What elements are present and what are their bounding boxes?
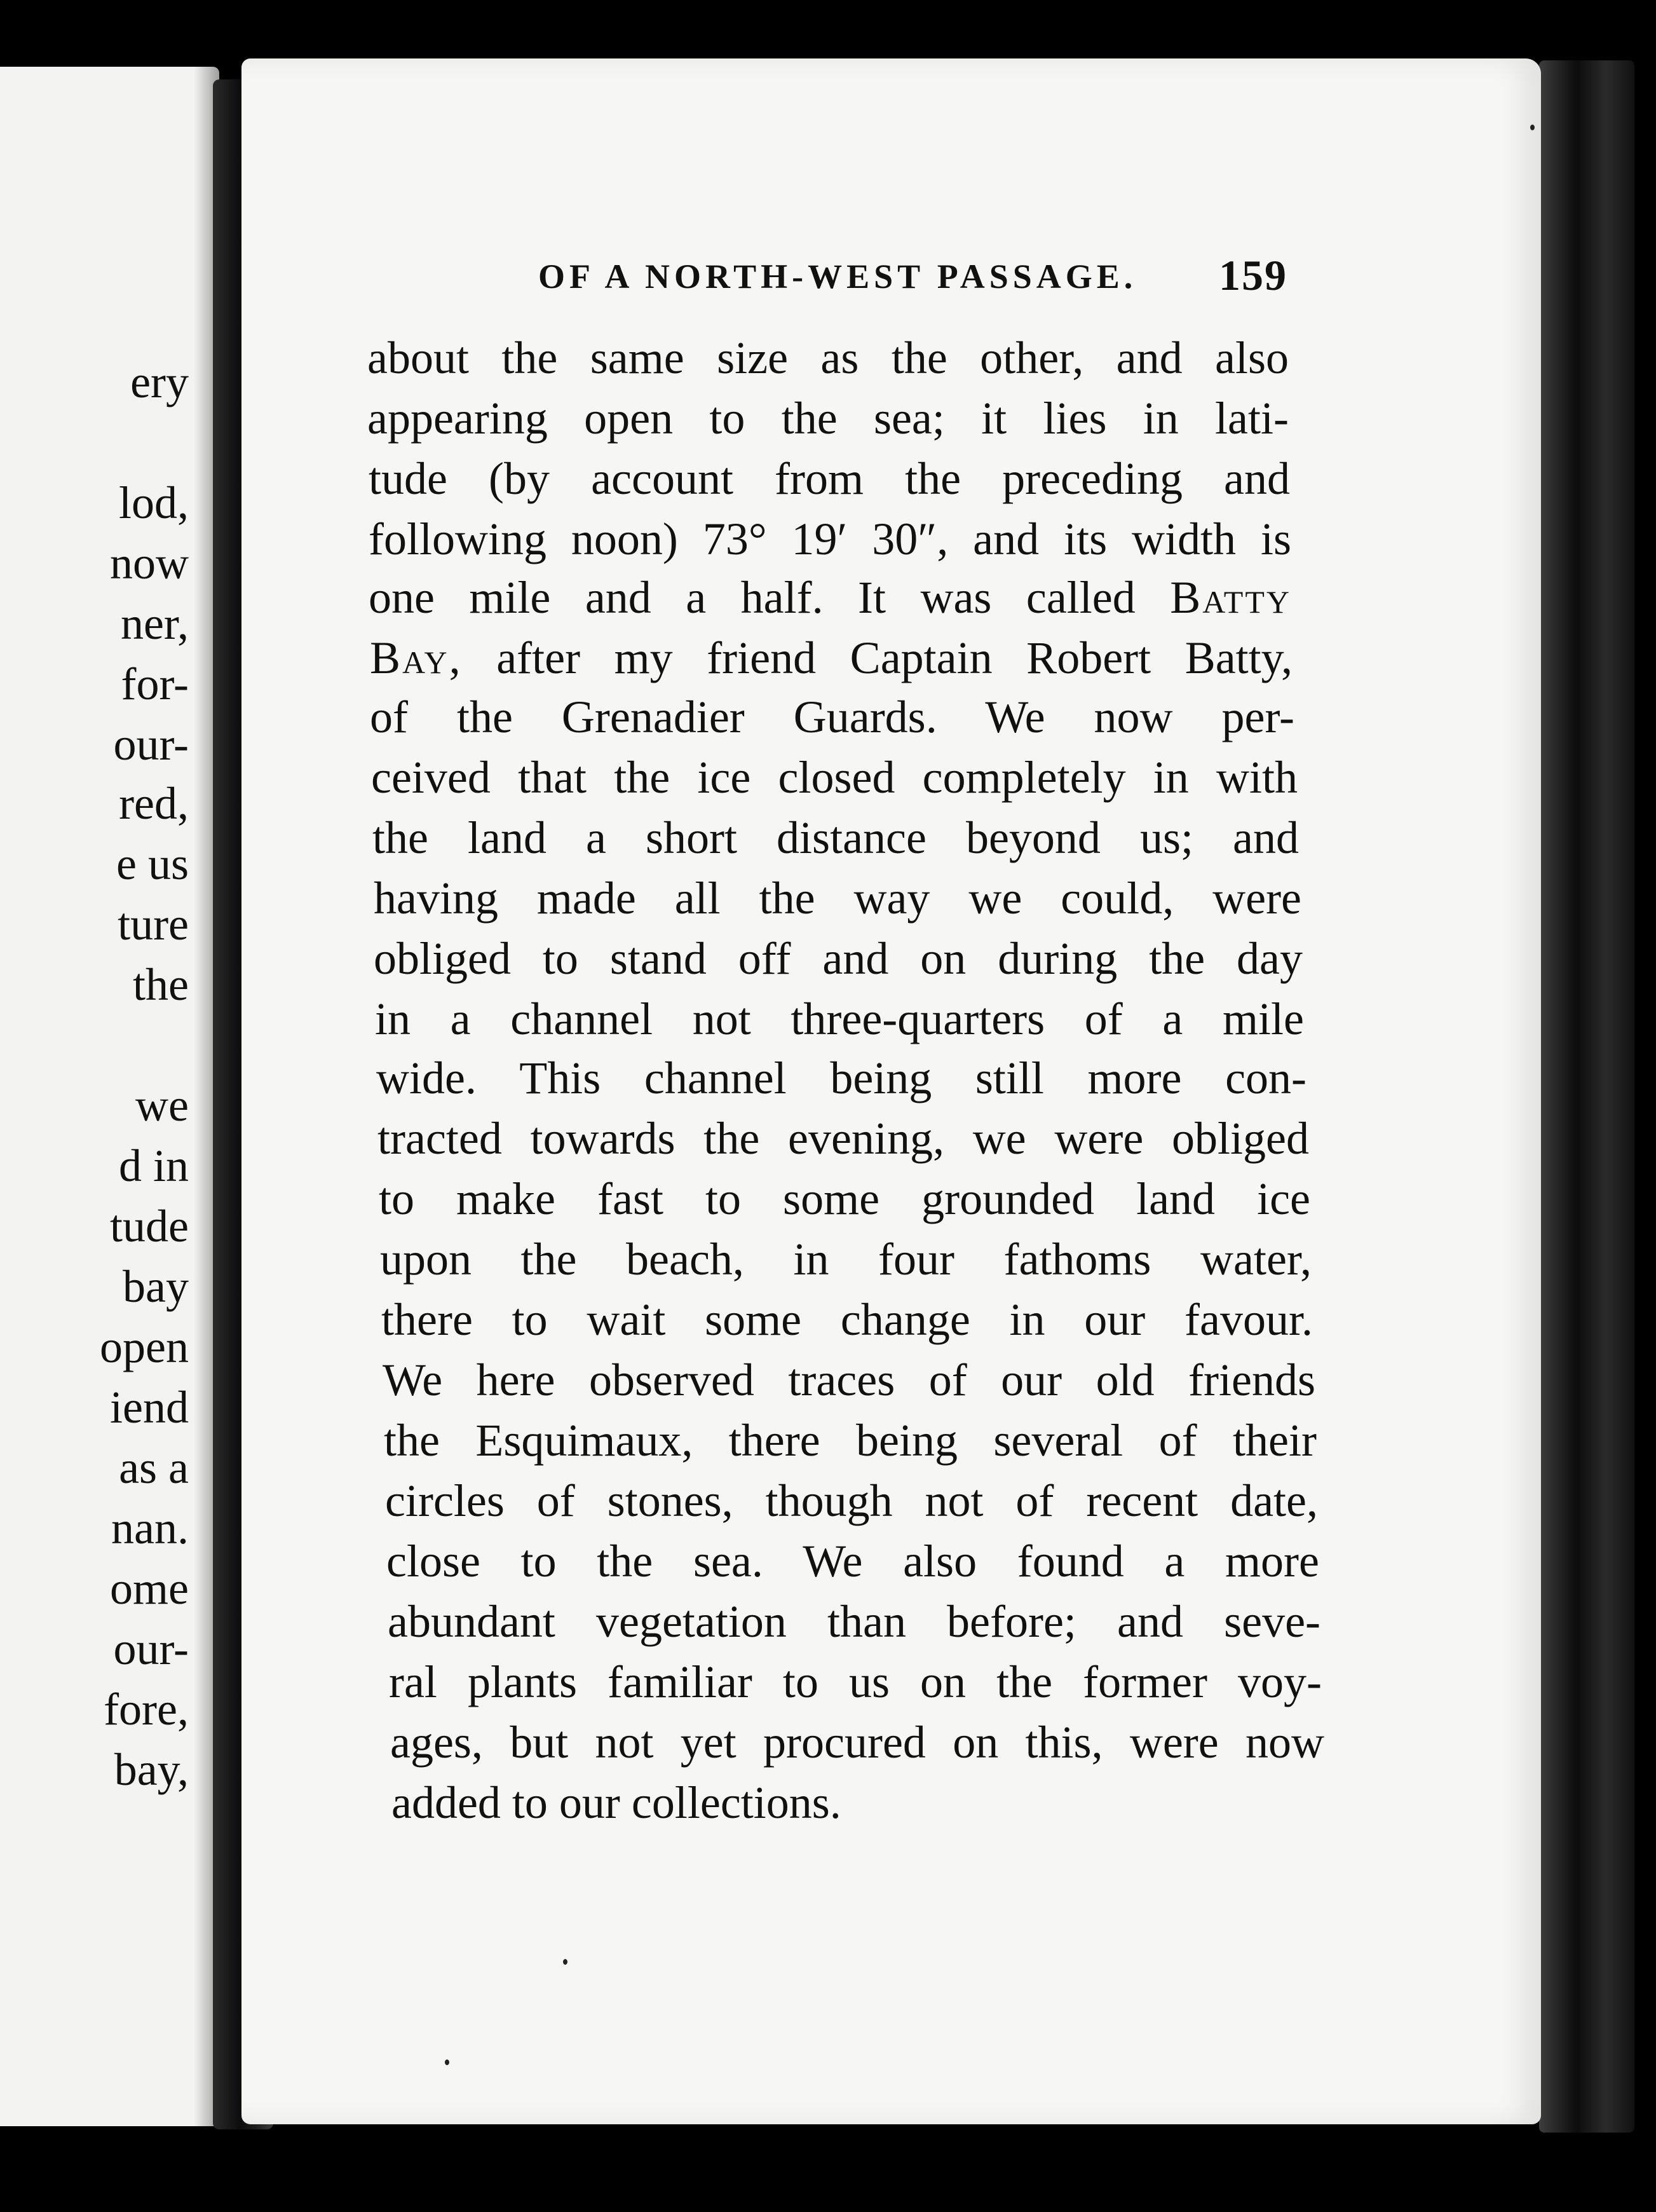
text-line: ceived that the ice closed completely in with	[371, 752, 1298, 803]
facing-page-fragment: fore,	[104, 1684, 189, 1735]
text-line: We here observed traces of our old friends	[383, 1355, 1315, 1405]
small-caps-name: Batty	[1170, 572, 1292, 623]
text-line: after my friend Captain Robert Batty,	[496, 632, 1293, 683]
text-line: appearing open to the sea; it lies in lati-	[367, 393, 1289, 444]
facing-page-fragment: open	[100, 1321, 189, 1372]
facing-page-fragment: lod,	[118, 477, 189, 528]
ink-speck	[1530, 125, 1535, 130]
facing-page-fragment: ery	[130, 357, 189, 407]
facing-page-fragment: nan.	[111, 1503, 189, 1553]
text-line: added to our collections.	[391, 1777, 841, 1828]
facing-page-fragment: bay,	[114, 1744, 189, 1795]
text-line: of the Grenadier Guards. We now per-	[370, 692, 1294, 742]
text-line: obliged to stand off and on during the day	[374, 933, 1303, 984]
text-line: following noon) 73° 19′ 30″, and its width is	[369, 514, 1291, 564]
page-number: 159	[1219, 251, 1287, 299]
facing-page-fragment: the	[133, 959, 189, 1010]
text-line: upon the beach, in four fathoms water,	[380, 1234, 1312, 1285]
facing-page-fragment: ome	[110, 1563, 189, 1614]
text-line: close to the sea. We also found a more	[386, 1536, 1319, 1587]
facing-page-fragment: e us	[116, 838, 189, 889]
facing-page-fragment: tude	[110, 1201, 189, 1252]
facing-page-fragment: our-	[113, 719, 189, 770]
text-line: circles of stones, though not of recent date,	[385, 1475, 1318, 1526]
text-line: ral plants familiar to us on the former voy-	[389, 1656, 1322, 1707]
text-line: in a channel not three-quarters of a mile	[375, 993, 1304, 1044]
text-line-with-small-caps	[370, 632, 1293, 683]
text-line-with-small-caps	[369, 572, 1292, 623]
facing-page-fragment: d in	[118, 1140, 189, 1191]
text-line: about the same size as the other, and also	[367, 332, 1289, 383]
text-line: the land a short distance beyond us; and	[372, 812, 1299, 863]
running-head: OF A NORTH-WEST PASSAGE.	[538, 257, 1137, 296]
text-line: having made all the way we could, were	[374, 873, 1301, 924]
facing-page-fragment: bay	[123, 1261, 189, 1312]
facing-page-fragment: for-	[121, 659, 189, 709]
text-line: there to wait some change in our favour.	[381, 1294, 1313, 1345]
text-line: to make fast to some grounded land ice	[379, 1173, 1310, 1224]
facing-page-fragment: as a	[119, 1442, 189, 1493]
facing-page-fragment: we	[135, 1080, 189, 1131]
small-caps-name: Bay,	[370, 632, 463, 683]
text-line: the Esquimaux, there being several of their	[384, 1415, 1317, 1466]
facing-page-fragment: red,	[119, 778, 189, 829]
text-line: tude (by account from the preceding and	[369, 453, 1290, 504]
facing-page-fragment: ner,	[120, 598, 189, 649]
facing-page-fragment: iend	[110, 1382, 189, 1433]
ink-speck	[563, 1959, 567, 1965]
text-line: abundant vegetation than before; and seve-	[388, 1596, 1320, 1647]
page-edge-shadow	[1539, 60, 1634, 2133]
facing-page-fragment: our-	[113, 1623, 189, 1674]
facing-page-fragment: ture	[118, 899, 189, 950]
text-line: one mile and a half. It was called	[369, 572, 1136, 623]
text-line: ages, but not yet procured on this, were now	[390, 1717, 1324, 1768]
text-line: tracted towards the evening, we were obliged	[377, 1113, 1309, 1164]
facing-page-fragment: now	[110, 538, 189, 589]
facing-page	[0, 67, 219, 2126]
text-line: wide. This channel being still more con-	[376, 1053, 1306, 1103]
ink-speck	[445, 2059, 449, 2065]
